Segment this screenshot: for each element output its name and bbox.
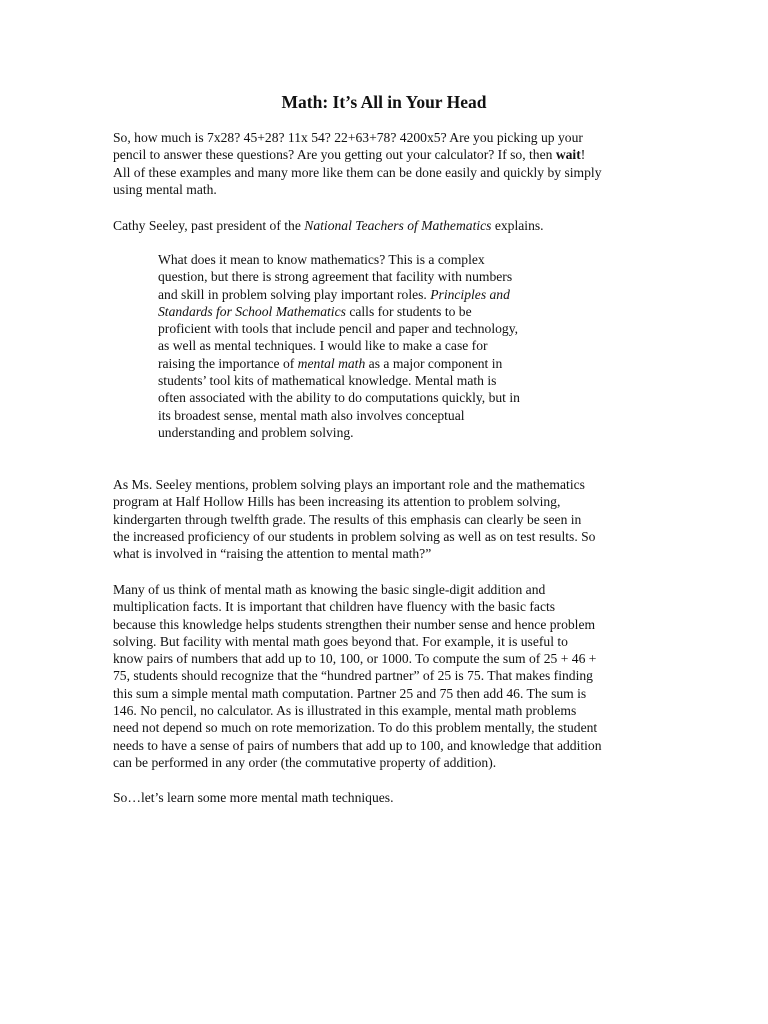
quote-line: often associated with the ability to do computations quickly, but in	[158, 390, 520, 406]
text-line: As Ms. Seeley mentions, problem solving plays an important role and the mathematics	[113, 477, 585, 492]
quote-line	[158, 355, 520, 372]
text-line: multiplication facts. It is important that children have fluency with the basic facts	[113, 599, 556, 615]
text-line: know pairs of numbers that add up to 10, 100, or 1000. To compute the sum of 25 + 46 +	[113, 651, 597, 667]
quote-line: as well as mental techniques. I would like to make a case for	[158, 338, 488, 354]
book-title-part: Principles and	[430, 286, 510, 302]
body-paragraph	[113, 581, 602, 771]
text-line	[113, 146, 602, 163]
body-paragraph	[113, 476, 595, 562]
text-line	[113, 217, 544, 234]
emphasis-term: mental math	[297, 355, 366, 371]
quote-line	[158, 303, 520, 320]
text-line: solving. But facility with mental math goes beyond that. For example, it is useful to	[113, 633, 568, 649]
closing-paragraph	[113, 789, 394, 806]
text-line: program at Half Hollow Hills has been increasing its attention to problem solving,	[113, 494, 561, 510]
text-line: kindergarten through twelfth grade. The results of this emphasis can clearly be seen in	[113, 511, 582, 527]
text-line: using mental math.	[113, 181, 217, 197]
text-line: because this knowledge helps students strengthen their number sense and hence problem	[113, 616, 596, 632]
text-line: Many of us think of mental math as knowing the basic single-digit addition and	[113, 582, 546, 597]
text-span: explains.	[491, 218, 544, 233]
text-line: So…let’s learn some more mental math techniques.	[113, 790, 394, 805]
quote-line: What does it mean to know mathematics? This is a complex	[158, 252, 485, 267]
text-line: what is involved in “raising the attention to mental math?”	[113, 546, 432, 562]
book-title-part: Standards for School Mathematics	[158, 303, 346, 319]
text-line: needs to have a sense of pairs of numbers that add up to 100, and knowledge that addition	[113, 737, 602, 753]
quote-line: question, but there is strong agreement that facility with numbers	[158, 269, 513, 285]
text-line: need not depend so much on rote memorization. To do this problem mentally, the student	[113, 720, 598, 736]
organization-name: National Teachers of Mathematics	[304, 218, 492, 233]
text-span: raising the importance of	[158, 355, 298, 371]
text-line: 146. No pencil, no calculator. As is illustrated in this example, mental math problems	[113, 703, 577, 719]
text-span: as a major component in	[365, 355, 503, 371]
intro-paragraph	[113, 129, 602, 198]
text-line: this sum a simple mental math computation. Partner 25 and 75 then add 46. The sum is	[113, 685, 587, 701]
bold-wait: wait	[555, 147, 581, 163]
quote-line: its broadest sense, mental math also involves conceptual	[158, 407, 465, 423]
quote-line: students’ tool kits of mathematical knowledge. Mental math is	[158, 373, 497, 389]
text-span: !	[580, 147, 586, 163]
quote-line	[158, 286, 520, 303]
text-line: 75, students should recognize that the “hundred partner” of 25 is 75. That makes finding	[113, 668, 593, 684]
text-span: and skill in problem solving play important roles.	[158, 286, 431, 302]
block-quote	[158, 251, 520, 441]
quote-line: understanding and problem solving.	[158, 424, 354, 440]
text-span: calls for students to be	[345, 303, 472, 319]
text-span: Cathy Seeley, past president of the	[113, 218, 305, 233]
text-line: All of these examples and many more like them can be done easily and quickly by simply	[113, 164, 602, 180]
attribution-paragraph	[113, 217, 544, 234]
page-title: Math: It’s All in Your Head	[281, 92, 487, 112]
quote-line: proficient with tools that include pencil and paper and technology,	[158, 321, 519, 337]
text-span: pencil to answer these questions? Are you getting out your calculator? If so, then	[113, 147, 556, 163]
text-line: So, how much is 7x28? 45+28? 11x 54? 22+63+78? 4200x5? Are you picking up your	[113, 130, 583, 145]
text-line: can be performed in any order (the commutative property of addition).	[113, 754, 497, 770]
text-line: the increased proficiency of our students in problem solving as well as on test results. So	[113, 528, 596, 544]
